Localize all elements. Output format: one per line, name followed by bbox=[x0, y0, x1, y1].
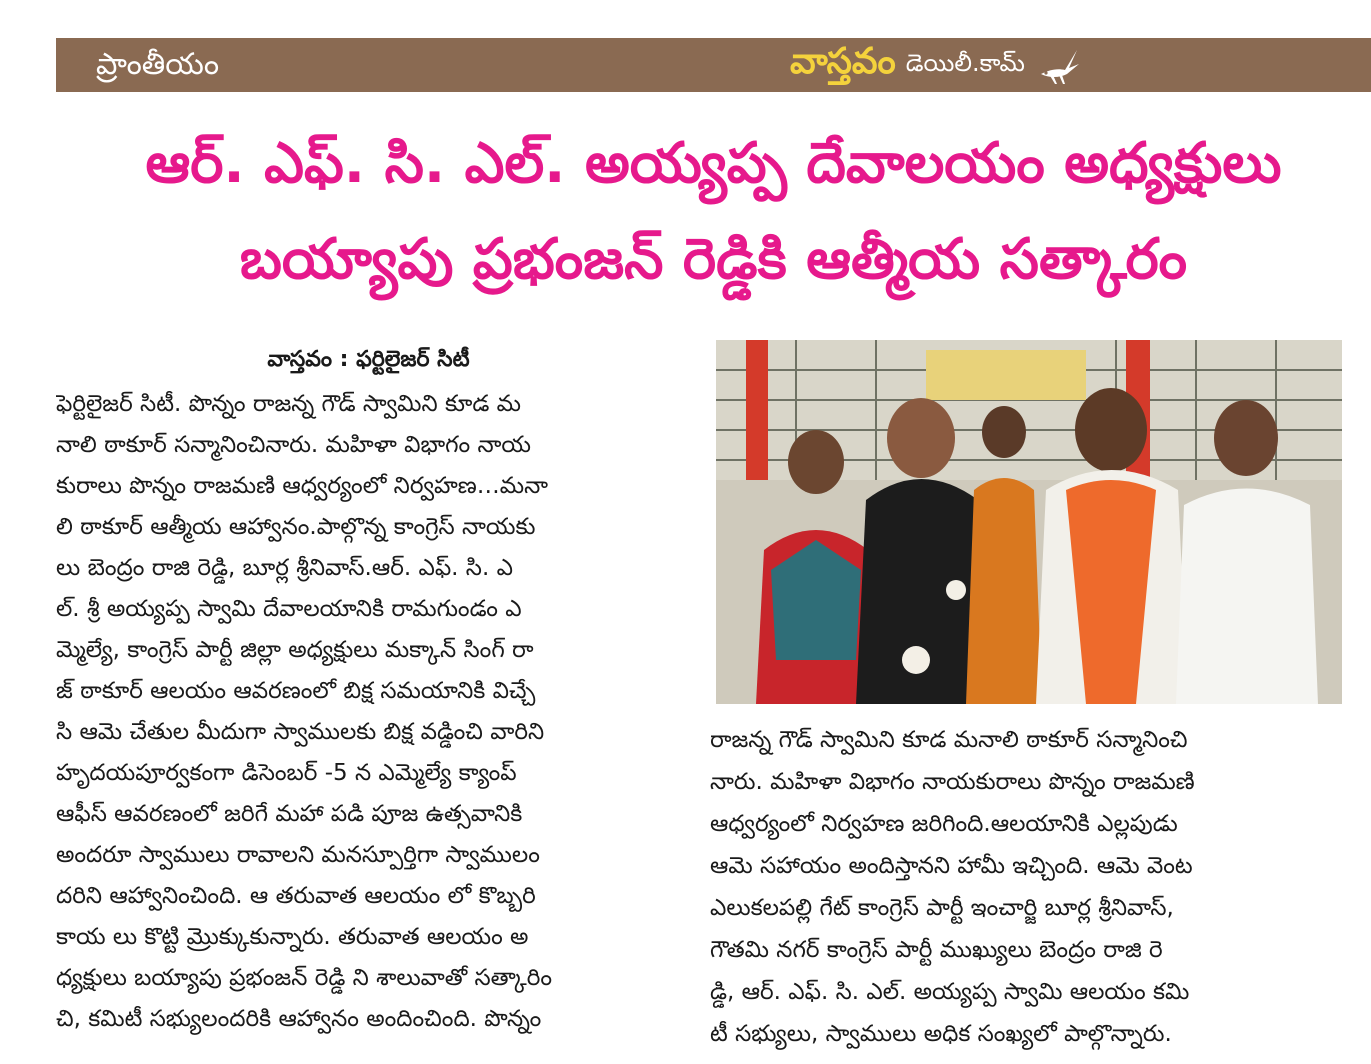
body-line: అందరూ స్వాములు రావాలని మనస్పూర్తిగా స్వాములం bbox=[56, 842, 540, 868]
body-line: దరిని ఆహ్వానించింది. ఆ తరువాత ఆలయం లో కొబ్బరి bbox=[56, 883, 536, 909]
body-line: జ్ ఠాకూర్ ఆలయం ఆవరణంలో బిక్ష సమయానికి విచ్చే bbox=[56, 678, 536, 704]
body-line: టీ సభ్యులు, స్వాములు అధిక సంఖ్యలో పాల్గొన్నారు. bbox=[710, 1021, 1172, 1047]
body-line: లి ఠాకూర్ ఆత్మీయ ఆహ్వానం.పాల్గొన్న కాంగ్రెస్ నాయకు bbox=[56, 514, 536, 540]
body-line: నారు. మహిళా విభాగం నాయకురాలు పొన్నం రాజమణి bbox=[710, 769, 1195, 795]
brand-logo bbox=[790, 40, 1081, 92]
body-line: ఫెర్టిలైజర్ సిటీ. పొన్నం రాజన్న గౌడ్ స్వామిని కూడ మ bbox=[56, 391, 521, 417]
brand-site: డెయిలీ.కామ్ bbox=[905, 49, 1025, 77]
body-line: చి, కమిటీ సభ్యులందరికి ఆహ్వానం అందించింది. పొన్నం bbox=[56, 1006, 542, 1032]
body-line: లు బెంద్రం రాజి రెడ్డి, బూర్ల శ్రీనివాస్.ఆర్. ఎఫ్. సి. ఎ bbox=[56, 555, 513, 581]
brand-name: వాస్తవం bbox=[790, 41, 896, 82]
bird-icon bbox=[1035, 44, 1081, 88]
section-name: ప్రాంతీయం bbox=[96, 47, 220, 82]
header-bar bbox=[56, 38, 1371, 92]
body-line: ఎలుకలపల్లి గేట్ కాంగ్రెస్ పార్టీ ఇంచార్జి బూర్ల శ్రీనివాస్, bbox=[710, 895, 1174, 921]
event-photo-drawing bbox=[716, 340, 1342, 704]
body-line: ల్. శ్రీ అయ్యప్ప స్వామి దేవాలయానికి రామగుండం ఎ bbox=[56, 596, 522, 622]
body-line: నాలి ఠాకూర్ సన్మానించినారు. మహిళా విభాగం నాయ bbox=[56, 432, 532, 458]
body-line: కాయ లు కొట్టి మ్రొక్కుకున్నారు. తరువాత ఆలయం అ bbox=[56, 924, 529, 950]
dateline: వాస్తవం : ఫర్టిలైజర్ సిటీ bbox=[267, 347, 470, 372]
event-photo bbox=[716, 340, 1342, 704]
body-line: ఆధ్వర్యంలో నిర్వహణ జరిగింది.ఆలయానికి ఎల్లపుడు bbox=[710, 811, 1178, 837]
body-line: హృదయపూర్వకంగా డిసెంబర్ -5 న ఎమ్మెల్యే క్యాంప్ bbox=[56, 760, 517, 786]
body-line: ఆమె సహాయం అందిస్తానని హామీ ఇచ్చింది. ఆమె వెంట bbox=[710, 853, 1193, 879]
headline-line-2: బయ్యాపు ప్రభంజన్ రెడ్డికి ఆత్మీయ సత్కారం bbox=[239, 227, 1188, 292]
body-line: ధ్యక్షులు బయ్యాపు ప్రభంజన్ రెడ్డి ని శాలువాతో సత్కారిం bbox=[56, 965, 553, 991]
body-line: మ్మెల్యే, కాంగ్రెస్ పార్టీ జిల్లా అధ్యక్షులు మక్కాన్ సింగ్ రా bbox=[56, 637, 534, 663]
body-line: సి ఆమె చేతుల మీదుగా స్వాములకు బిక్ష వడ్డించి వారిని bbox=[56, 719, 545, 745]
body-line: డ్డి, ఆర్. ఎఫ్. సి. ఎల్. అయ్యప్ప స్వామి ఆలయం కమి bbox=[710, 979, 1190, 1005]
body-line: రాజన్న గౌడ్ స్వామిని కూడ మనాలి ఠాకూర్ సన్మానించి bbox=[710, 727, 1188, 753]
headline-line-1: ఆర్. ఎఫ్. సి. ఎల్. అయ్యప్ప దేవాలయం అధ్యక్షులు bbox=[145, 131, 1282, 196]
body-line: గౌతమి నగర్ కాంగ్రెస్ పార్టీ ముఖ్యులు బెంద్రం రాజి రె bbox=[710, 937, 1163, 963]
body-line: కురాలు పొన్నం రాజమణి ఆధ్వర్యంలో నిర్వహణ…మనా bbox=[56, 473, 548, 499]
body-line: ఆఫీస్ ఆవరణంలో జరిగే మహా పడి పూజ ఉత్సవానికి bbox=[56, 801, 523, 827]
